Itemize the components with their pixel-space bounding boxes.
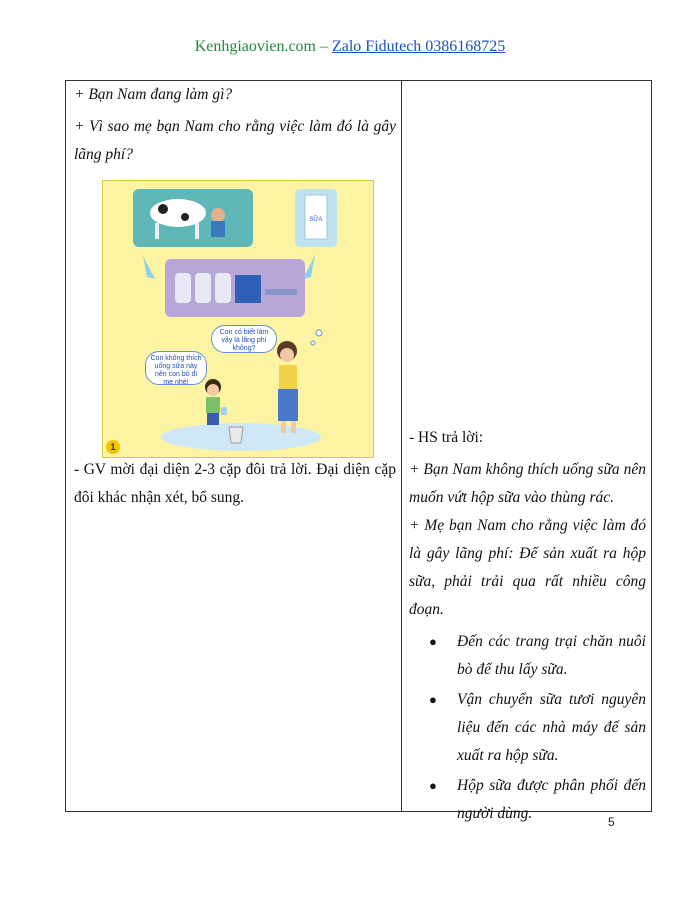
column-divider — [401, 81, 402, 811]
bullet-icon: ● — [429, 634, 437, 649]
teacher-column — [74, 81, 396, 506]
production-steps-list — [409, 628, 646, 828]
student-answer-heading: - HS trả lời: — [409, 429, 484, 446]
mom-speech-bubble: Con có biết làm vậy là lãng phí không? — [211, 325, 277, 353]
page-number: 5 — [608, 815, 615, 829]
arrow-left-icon — [143, 256, 155, 279]
teacher-instruction: - GV mời đại diện 2-3 cặp đôi trả lời. Đại diện cặp đôi khác nhận xét, bổ sung. — [74, 461, 396, 506]
trash-can-icon — [229, 427, 243, 443]
illustration-svg — [103, 181, 374, 458]
zalo-link[interactable]: Zalo Fidutech 0386168725 — [331, 38, 506, 55]
list-item-text: Đến các trang trại chăn nuôi bò để thu lấy sữa. — [457, 633, 646, 678]
machine-icon — [235, 275, 261, 303]
cow-icon — [150, 199, 206, 227]
lesson-table — [65, 80, 652, 822]
list-item-text: Hộp sữa được phân phối đến người dùng. — [457, 777, 646, 822]
answer-1: + Bạn Nam không thích uống sữa nên muốn vứt hộp sữa vào thùng rác. — [409, 461, 646, 506]
bullet-icon: ● — [429, 778, 437, 793]
list-item — [409, 686, 646, 770]
figure-number-badge: 1 — [106, 440, 120, 454]
answer-2: + Mẹ bạn Nam cho rằng việc làm đó là gây lãng phí: Để sản xuất ra hộp sữa, phải trải qua rất nhiều công đoạn. — [409, 517, 646, 618]
page-header — [0, 38, 700, 56]
lesson-illustration — [102, 180, 374, 458]
site-name: Kenhgiaovien.com — [194, 38, 316, 55]
kid-speech-bubble: Con không thích uống sữa này nên con bỏ đi mẹ nhé! — [145, 351, 207, 385]
farmer-icon — [211, 208, 225, 222]
header-separator: – — [315, 38, 332, 55]
carton-label: SỮA — [309, 217, 323, 223]
bullet-icon: ● — [429, 692, 437, 707]
question-2: + Vì sao mẹ bạn Nam cho rằng việc làm đó là gây lãng phí? — [74, 118, 396, 163]
list-item-text: Vận chuyển sữa tươi nguyên liệu đến các nhà máy để sản xuất ra hộp sữa. — [457, 691, 646, 764]
list-item — [409, 628, 646, 684]
question-1: + Bạn Nam đang làm gì? — [74, 86, 233, 103]
